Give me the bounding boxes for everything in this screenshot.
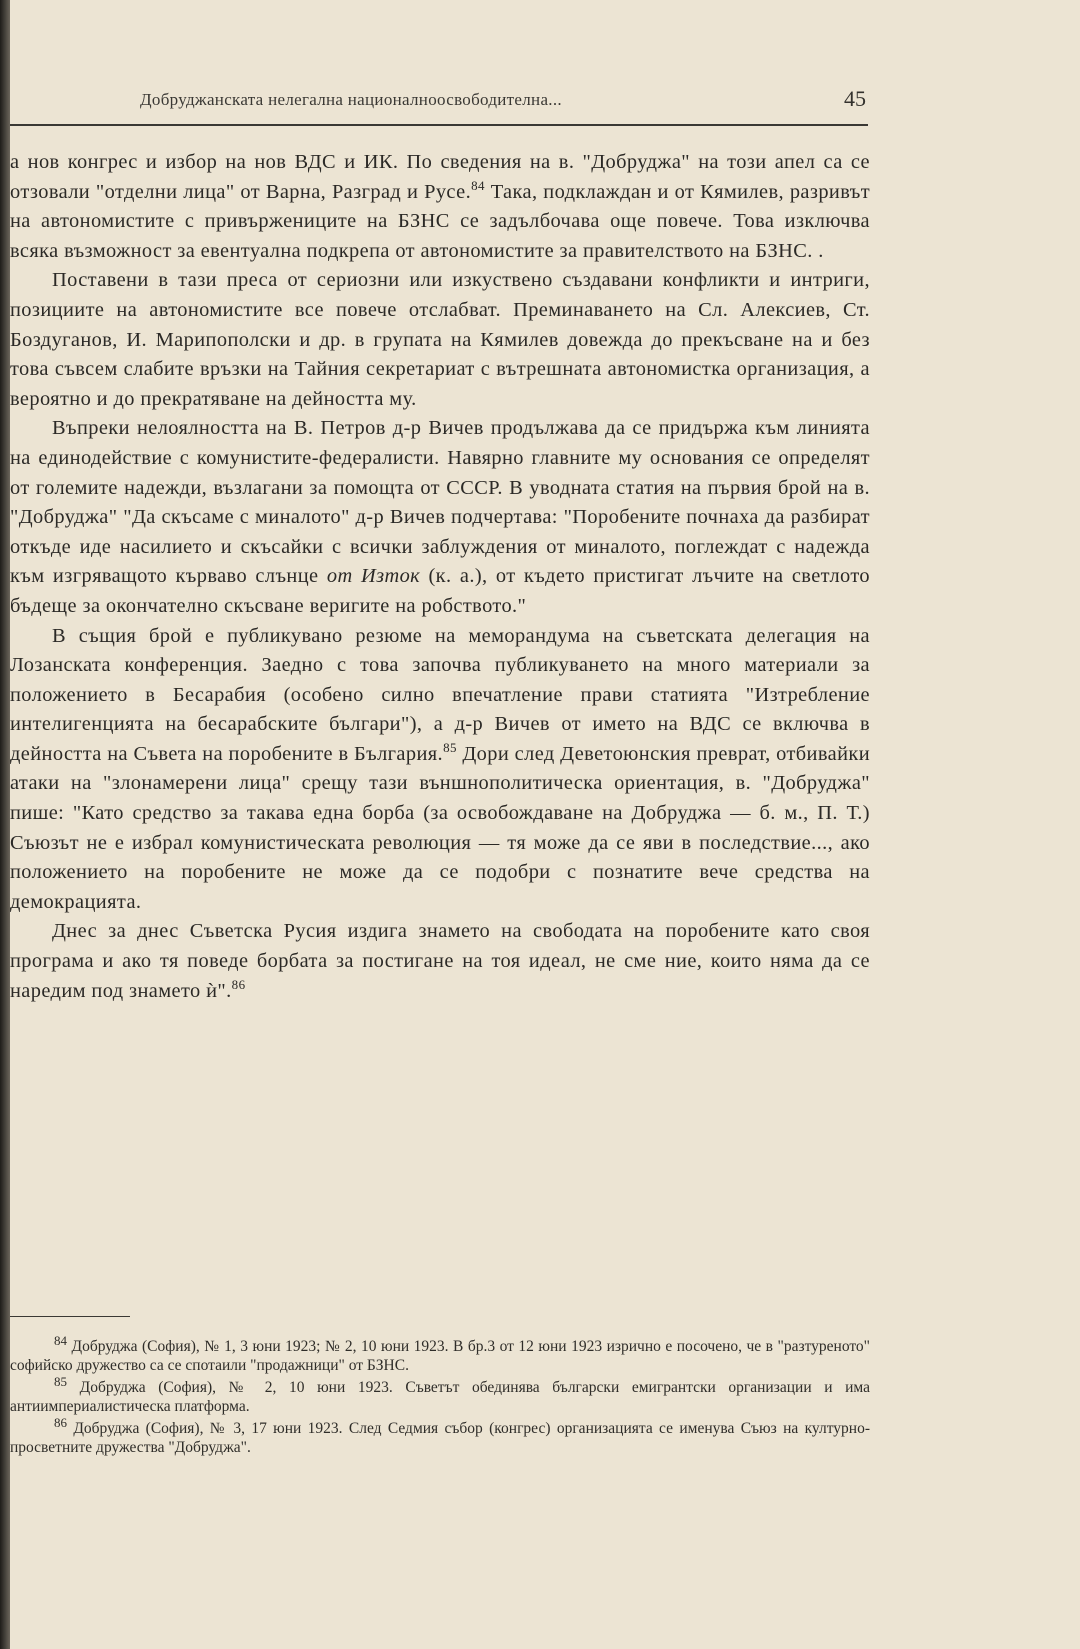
paragraph: Днес за днес Съветска Русия издига знамето на свободата на поробените като своя програма и ако тя поведе борбата за постигане на тоя идеал, не сме ние, които няма да се наредим под знамето ѝ".$^{86}$ (10, 920, 870, 1002)
paragraph: а нов конгрес и избор на нов ВДС и ИК. По сведения на в. "Добруджа" на този апел са се отзовали "отделни лица" от Варна, Разград и Русе.$^{84}$ Така, подклаждан и от Кямилев, разривът на автономистите с привържениците на БЗНС се задълбочава още повече. Това изключва всяка възможност за евентуална подкрепа от автономистите за правителството на БЗНС. . (10, 151, 871, 262)
footnote: $^{86}$ Добруджа (София), № 3, 17 юни 1923. След Седмия събор (конгрес) организацията се именува Съюз на културно-просветните дружества "Добруджа". (10, 1414, 870, 1456)
paragraph: В същия брой е публикувано резюме на меморандума на съветската делегация на Лозанската конференция. Заедно с това започва публикуването на много материали за положението в Бесарабия (особено силно впечатление прави статията "Изтребление интелигенцията на бесарабските българи"), а д-р Вичев от името на ВДС се включва в дейността на Съвета на поробените в България.$^{85}$ Дори след Деветоюнския преврат, отбивайки атаки на "злонамерени лица" срещу тази външнополитическа ориентация, в. "Добруджа" пише: "Като средство за такава една борба (за освобождаване на Добруджа — б. м., П. Т.) Съюзът не е избрал комунистическата революция — тя може да се яви в последствие..., ако положението на поробените не може да се подобри с познатите вече средства на демокрацията. (10, 624, 871, 913)
footnote: $^{84}$ Добруджа (София), № 1, 3 юни 1923; № 2, 10 юни 1923. В бр.3 от 12 юни 1923 изрично е посочено, че в "разтуреното" софийско дружество са се спотаили "продажници" от БЗНС. (10, 1332, 871, 1374)
footnote-ref: 84 (471, 177, 485, 193)
footnote-ref: 85 (443, 740, 457, 756)
footnotes (10, 1332, 871, 1461)
running-header (140, 86, 870, 116)
paragraph: Въпреки нелоялността на В. Петров д-р Вичев продължава да се придържа към линията на единодействие с комунистите-федералисти. Навярно главните му основания се определят от големите надежди, възлагани за помощта от СССР. В уводната статия на първия брой на в. "Добруджа" "Да скъсаме с миналото" д-р Вичев подчертава: "Поробените почнаха да разбират откъде иде насилието и скъсайки с всички заблуждения от миналото, поглеждат с надежда към изгряващото кърваво слънце от Изток (к. а.), от където пристигат лъчите на светлото бъдеще за окончателно скъсване веригите на робството." (10, 417, 871, 617)
paragraph: Поставени в тази преса от сериозни или изкуствено създавани конфликти и интриги, позициите на автономистите все повече отслабват. Преминаването на Сл. Алексиев, Ст. Боздуганов, И. Марипополски и др. в групата на Кямилев довежда до прекъсване на и без това съвсем слабите връзки на Тайния секретариат с вътрешната автономистка организация, а вероятно и до прекратяване на дейността му. (10, 269, 870, 410)
footnote: $^{85}$ Добруджа (София), № 2, 10 юни 1923. Съветът обединява български емигрантски организации и има антиимпериалистическа платформа. (10, 1373, 871, 1415)
header-rule (10, 124, 868, 126)
footnote-number: 84 (54, 1332, 67, 1348)
footnote-rule (10, 1316, 130, 1317)
page-number: 45 (844, 86, 866, 111)
main-text (10, 148, 870, 1006)
footnote-number: 85 (54, 1373, 67, 1389)
running-title: Добруджанската нелегална националноосвободителна... (140, 90, 562, 109)
emphasis: от Изток (326, 565, 421, 588)
footnote-ref: 86 (231, 976, 246, 992)
footnote-number: 86 (54, 1414, 67, 1430)
book-spine-shadow (0, 0, 10, 1649)
